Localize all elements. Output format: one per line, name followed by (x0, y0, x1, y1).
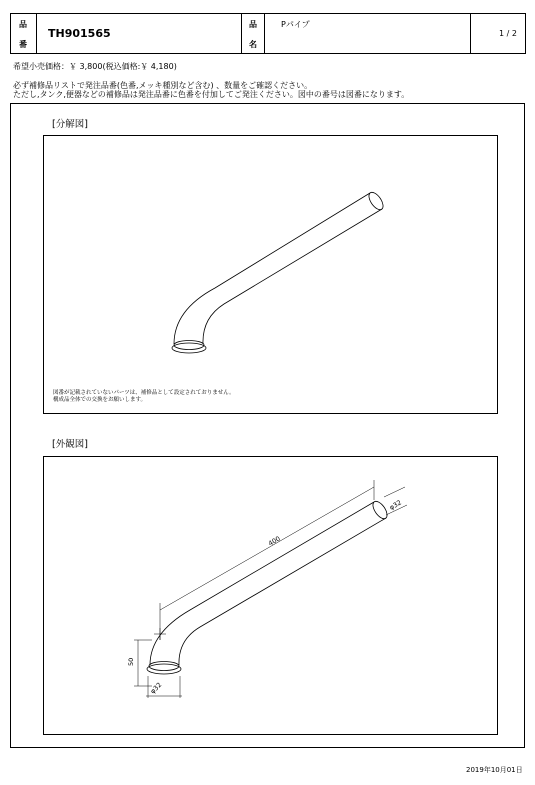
pipe-outline (179, 518, 386, 665)
length-dimension: 400 (267, 534, 282, 548)
code-label-top: 品 (19, 20, 27, 29)
product-code: TH901565 (48, 27, 111, 40)
pipe-outline (150, 502, 374, 665)
order-note: ただし,タンク,便器などの補修品は発注品番に色番を付加してご発注ください。図中の番号は図番になります。 (13, 90, 410, 99)
issue-date: 2019年10月01日 (466, 766, 523, 774)
height-dimension: 50 (127, 657, 135, 666)
exterior-view-title: [外観図] (52, 439, 88, 450)
product-name: Pパイプ (281, 20, 310, 29)
base-diameter-dimension: φ32 (148, 680, 164, 696)
code-label-bottom: 番 (19, 40, 27, 49)
dimension-line (384, 487, 405, 497)
name-label-top: 品 (249, 20, 257, 29)
exploded-note: 構成品全体での交換をお願いします。 (53, 397, 147, 403)
price-line: 希望小売価格：￥ 3,800(税込価格:￥ 4,180) (13, 62, 177, 71)
pipe-base (149, 662, 179, 671)
dimension-line (160, 487, 374, 610)
name-label-bottom: 名 (249, 40, 257, 49)
page-number: 1 / 2 (499, 29, 517, 38)
exploded-note: 図番が記載されていないパーツは、補修品として設定されておりません。 (53, 390, 235, 396)
pipe-diameter-dimension: φ32 (388, 498, 403, 512)
exploded-view-title: [分解図] (52, 119, 88, 130)
order-note: 必ず補修品リストで発注品番(色番,メッキ種別など含む) 、数量をご確認ください。 (13, 81, 313, 90)
